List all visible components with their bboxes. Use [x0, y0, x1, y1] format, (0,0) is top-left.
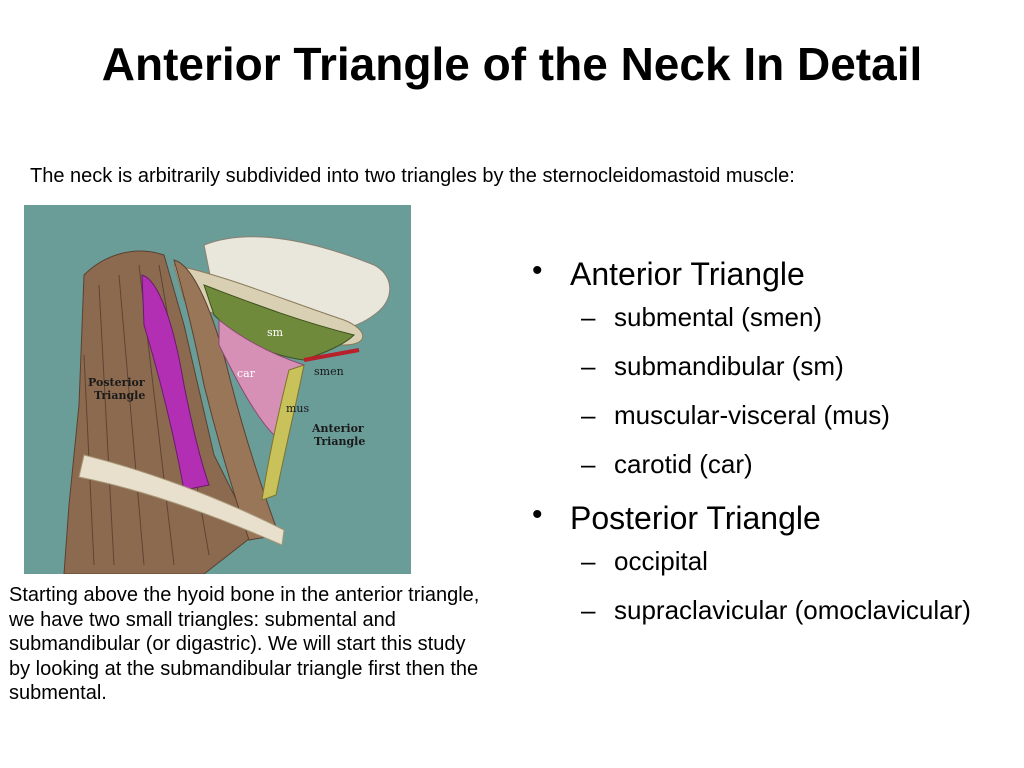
bullet-icon: • — [532, 254, 543, 287]
neck-anatomy-illustration — [24, 205, 411, 574]
bullet-anterior-triangle — [530, 250, 1010, 483]
label-anterior-1: Anterior — [312, 422, 364, 435]
neck-anatomy-drawing — [24, 205, 411, 574]
bullet-list — [530, 250, 1010, 640]
sub-item-carotid: – carotid (car) — [570, 445, 1010, 483]
label-car: car — [237, 367, 255, 380]
slide-title: Anterior Triangle of the Neck In Detail — [101, 38, 923, 90]
bullet-label: Anterior Triangle — [570, 256, 805, 292]
sub-item-submental: – submental (smen) — [570, 298, 1010, 336]
sub-list-anterior — [530, 298, 1010, 483]
dash-icon: – — [581, 449, 596, 479]
label-sm: sm — [267, 326, 284, 339]
bullet-posterior-triangle — [530, 494, 1010, 629]
slide-subtitle: The neck is arbitrarily subdivided into two triangles by the sternocleidomastoid muscle: — [30, 165, 795, 187]
label-posterior-1: Posterior — [88, 376, 145, 389]
label-anterior-2: Triangle — [314, 435, 366, 448]
label-smen: smen — [314, 365, 344, 378]
label-mus: mus — [286, 402, 310, 415]
dash-icon: – — [581, 351, 596, 381]
bullet-label: Posterior Triangle — [570, 500, 821, 536]
sub-item-submandibular: – submandibular (sm) — [570, 347, 1010, 385]
dash-icon: – — [581, 546, 596, 576]
figure-caption: Starting above the hyoid bone in the anterior triangle, we have two small triangles: submental and submandibular (or digastric). We will start this study by looking at the submandibular triangle first then the submental. — [9, 584, 480, 704]
dash-icon: – — [581, 595, 596, 625]
sub-list-posterior — [530, 542, 1010, 629]
label-posterior-2: Triangle — [94, 389, 146, 402]
sub-item-supraclavicular: – supraclavicular (omoclavicular) — [570, 591, 1010, 629]
dash-icon: – — [581, 400, 596, 430]
dash-icon: – — [581, 302, 596, 332]
sub-item-muscular-visceral: – muscular-visceral (mus) — [570, 396, 1010, 434]
sub-item-occipital: – occipital — [570, 542, 1010, 580]
bullet-icon: • — [532, 498, 543, 531]
